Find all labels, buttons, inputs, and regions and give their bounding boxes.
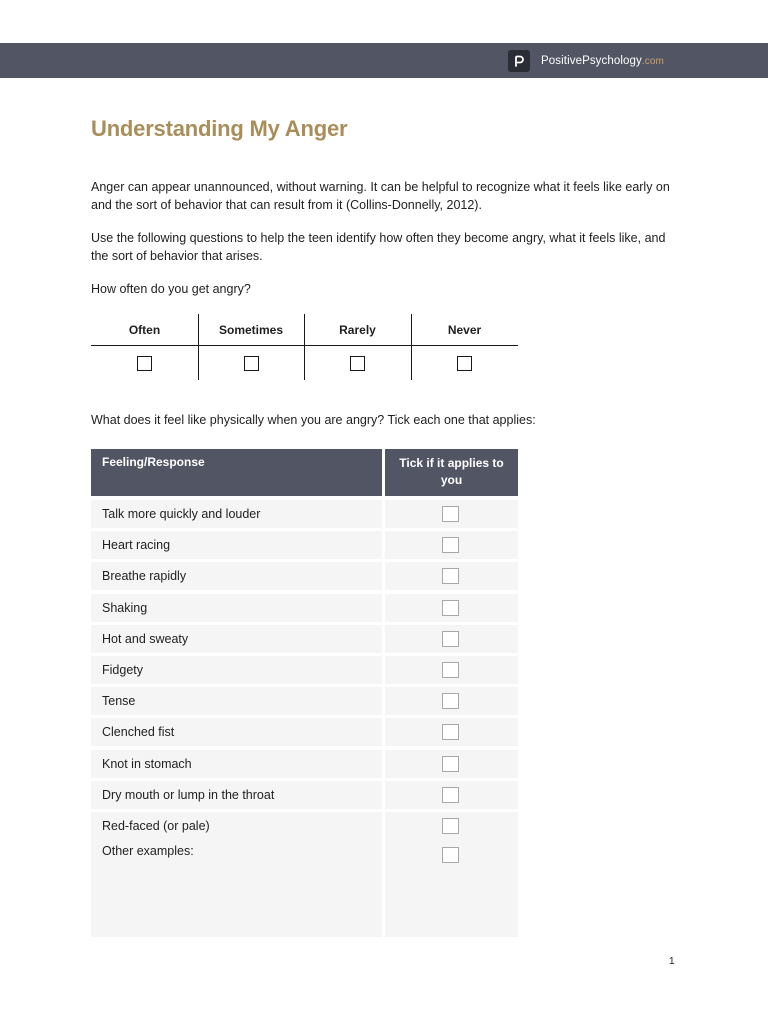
feelings-header-response: Feeling/Response xyxy=(91,449,382,496)
frequency-cell-never xyxy=(411,346,518,380)
feeling-row-checkbox[interactable] xyxy=(442,818,459,834)
frequency-column-sometimes xyxy=(198,314,304,380)
positive-psychology-logo-icon xyxy=(508,50,530,72)
question-frequency: How often do you get angry? xyxy=(91,282,251,296)
brand[interactable] xyxy=(508,50,664,72)
frequency-column-divider xyxy=(304,314,305,380)
frequency-checkbox-rarely[interactable] xyxy=(350,356,365,371)
feeling-row-tick-cell xyxy=(385,594,518,622)
feeling-row-tick-cell xyxy=(385,812,518,840)
feelings-other-tick-cell xyxy=(385,840,518,937)
brand-name-text: PositivePsychology xyxy=(541,55,642,67)
frequency-label-never: Never xyxy=(447,322,482,337)
intro-paragraph-2: Use the following questions to help the teen identify how often they become angry, what it feels like, and the sort of behavior that arises. xyxy=(91,231,666,263)
frequency-column-often xyxy=(91,314,198,380)
feeling-row-checkbox[interactable] xyxy=(442,662,459,678)
frequency-cell-often xyxy=(91,346,198,380)
frequency-checkbox-never[interactable] xyxy=(457,356,472,371)
feeling-row-label: Tense xyxy=(91,687,382,715)
feeling-row-tick-cell xyxy=(385,781,518,809)
feeling-row-tick-cell xyxy=(385,687,518,715)
feeling-row-label: Heart racing xyxy=(91,531,382,559)
feeling-row-tick-cell xyxy=(385,750,518,778)
feeling-row-checkbox[interactable] xyxy=(442,600,459,616)
feeling-row-label: Dry mouth or lump in the throat xyxy=(91,781,382,809)
intro-paragraph-1: Anger can appear unannounced, without warning. It can be helpful to recognize what it feels like early on and the sort of behavior that can result from it (Collins-Donnelly, 2012). xyxy=(91,180,670,212)
feeling-row-label: Knot in stomach xyxy=(91,750,382,778)
question-physical-feelings: What does it feel like physically when you are angry? Tick each one that applies: xyxy=(91,413,536,427)
frequency-label-sometimes: Sometimes xyxy=(218,322,284,337)
header-bar xyxy=(0,43,768,78)
brand-tld: .com xyxy=(641,56,664,67)
feeling-row-checkbox[interactable] xyxy=(442,631,459,647)
feeling-row-tick-cell xyxy=(385,625,518,653)
feeling-row-checkbox[interactable] xyxy=(442,756,459,772)
feeling-row-tick-cell xyxy=(385,656,518,684)
page-number: 1 xyxy=(669,956,675,967)
feeling-row-checkbox[interactable] xyxy=(442,693,459,709)
feeling-row-tick-cell xyxy=(385,531,518,559)
feeling-row-label: Breathe rapidly xyxy=(91,562,382,590)
frequency-column-divider xyxy=(198,314,199,380)
feeling-row-checkbox[interactable] xyxy=(442,568,459,584)
frequency-label-rarely: Rarely xyxy=(339,322,376,337)
feeling-row-tick-cell xyxy=(385,718,518,746)
frequency-label-often: Often xyxy=(128,322,161,337)
feeling-row-checkbox[interactable] xyxy=(442,537,459,553)
feeling-row-checkbox[interactable] xyxy=(442,787,459,803)
feeling-row-tick-cell xyxy=(385,500,518,528)
feeling-row-label: Fidgety xyxy=(91,656,382,684)
feeling-row-checkbox[interactable] xyxy=(442,724,459,740)
feeling-row-label: Shaking xyxy=(91,594,382,622)
feeling-row-label: Talk more quickly and louder xyxy=(91,500,382,528)
feeling-row-label: Clenched fist xyxy=(91,718,382,746)
page-title: Understanding My Anger xyxy=(91,116,348,141)
feelings-other-checkbox[interactable] xyxy=(442,847,459,863)
frequency-column-rarely xyxy=(304,314,411,380)
feeling-row-checkbox[interactable] xyxy=(442,506,459,522)
feeling-row-tick-cell xyxy=(385,562,518,590)
brand-name xyxy=(541,55,664,67)
feelings-other-label: Other examples: xyxy=(91,840,382,937)
frequency-cell-rarely xyxy=(304,346,411,380)
feelings-header-tick: Tick if it applies to you xyxy=(385,449,518,496)
feeling-row-label: Red-faced (or pale) xyxy=(91,812,382,840)
frequency-cell-sometimes xyxy=(198,346,304,380)
frequency-checkbox-sometimes[interactable] xyxy=(244,356,259,371)
frequency-column-never xyxy=(411,314,518,380)
feeling-row-label: Hot and sweaty xyxy=(91,625,382,653)
frequency-table xyxy=(91,314,518,380)
frequency-column-divider xyxy=(411,314,412,380)
frequency-checkbox-often[interactable] xyxy=(137,356,152,371)
